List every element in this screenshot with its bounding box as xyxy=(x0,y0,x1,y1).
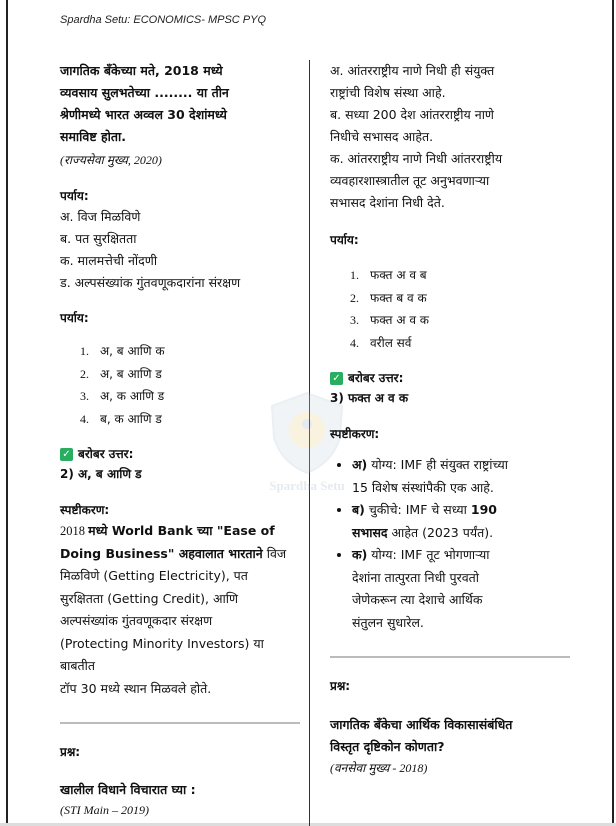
question-line: व्यवसाय सुलभतेच्या ........ या तीन xyxy=(60,85,229,100)
statements-heading: पर्याय: xyxy=(60,189,89,203)
statement-line: अ. आंतरराष्ट्रीय नाणे निधी ही संयुक्त xyxy=(330,63,495,78)
options-list xyxy=(330,264,570,354)
statement: ब. पत सुरक्षितता xyxy=(60,231,137,246)
option-item: 3. फक्त अ व क xyxy=(350,313,430,327)
explanation-item: • क) योग्य: IMF तूट भोगणाऱ्या देशांना तात्पुरता निधी पुरवतो जेणेकरून त्या देशाचे आर्थिक संतुलन सुधारेल. xyxy=(352,544,570,634)
option-item: 2. फक्त ब व क xyxy=(350,290,427,305)
statement: क. मालमत्तेची नोंदणी xyxy=(60,253,158,268)
question-line: जागतिक बँकेच्या मते, 2018 मध्ये xyxy=(60,63,223,78)
watermark-text: Spardha Setu xyxy=(269,478,345,493)
page-border-left xyxy=(6,0,8,826)
statement: ड. अल्पसंख्यांक गुंतवणूकदारांना संरक्षण xyxy=(60,275,241,290)
next-question-source: (वनसेवा मुख्य - 2018) xyxy=(330,761,428,775)
answer-value: 3) फक्त अ व क xyxy=(330,391,409,405)
question-source: (राज्यसेवा मुख्य, 2020) xyxy=(60,153,162,167)
statement: अ. विज मिळविणे xyxy=(60,209,141,224)
options-heading: पर्याय: xyxy=(330,233,359,247)
options-heading: पर्याय: xyxy=(60,311,89,325)
answer-value: 2) अ, ब आणि ड xyxy=(60,467,142,481)
page-header: Spardha Setu: ECONOMICS- MPSC PYQ xyxy=(60,14,267,26)
explanation-list xyxy=(330,454,570,634)
statement-line: क. आंतरराष्ट्रीय नाणे निधी आंतरराष्ट्रीय xyxy=(330,151,503,166)
option-item: 3. अ, क आणि ड xyxy=(80,389,165,403)
option-item: 1. अ, ब आणि क xyxy=(80,344,165,358)
option-item: 4. वरील सर्व xyxy=(350,335,412,350)
answer-heading: ✓ बरोबर उत्तर: xyxy=(60,444,300,464)
answer-heading: ✓ बरोबर उत्तर: xyxy=(330,368,570,388)
explanation-heading: स्पष्टीकरण: xyxy=(330,427,380,441)
next-question-heading: प्रश्न: xyxy=(330,679,351,693)
option-item: 4. ब, क आणि ड xyxy=(80,411,162,426)
statement-line: सभासद देशांना निधी देते. xyxy=(330,195,445,210)
statement-line: ब. सध्या 200 देश आंतरराष्ट्रीय नाणे xyxy=(330,107,494,122)
next-question-source: (STI Main – 2019) xyxy=(60,803,149,817)
next-question-line: जागतिक बँकेचा आर्थिक विकासासंबंधित xyxy=(330,717,513,732)
options-list xyxy=(60,340,300,430)
next-question-line: विस्तृत दृष्टिकोन कोणता? xyxy=(330,739,445,754)
next-question-heading: प्रश्न: xyxy=(60,745,81,759)
statement-line: राष्ट्रांची विशेष संस्था आहे. xyxy=(330,85,446,100)
option-item: 1. फक्त अ व ब xyxy=(350,268,427,282)
question-line: श्रेणीमध्ये भारत अव्वल 30 देशांमध्ये xyxy=(60,107,227,122)
question-line: समाविष्ट होता. xyxy=(60,129,126,144)
check-icon: ✓ xyxy=(330,372,343,385)
column-divider xyxy=(309,60,310,826)
statement-line: व्यवहारशास्त्रातील तूट अनुभवणाऱ्या xyxy=(330,173,490,188)
explanation-heading: स्पष्टीकरण: xyxy=(60,503,110,517)
explanation-item: • अ) योग्य: IMF ही संयुक्त राष्ट्रांच्या 15 विशेष संस्थांपैकी एक आहे. xyxy=(352,454,570,499)
page-border-right xyxy=(612,0,614,826)
statement-line: निधीचे सभासद आहेत. xyxy=(330,129,434,144)
explanation-text: 2018 मध्ये World Bank च्या "Ease of Doing Business" अहवालात भारताने विज मिळविणे (Getting Electricity), पत सुरक्षितता (Getting Credit), आणि अल्पसंख्यांक गुंतवणूकदार संरक्षण (Protecting Minority Investors) या बाबतीत टॉप 30 मध्ये स्थान मिळवले होते. xyxy=(60,523,287,696)
left-column xyxy=(60,60,300,820)
next-question: खालील विधाने विचारात घ्या : xyxy=(60,782,196,797)
explanation-item: • ब) चुकीचे: IMF चे सध्या 190 सभासद आहेत (2023 पर्यंत). xyxy=(352,499,570,544)
check-icon: ✓ xyxy=(60,448,73,461)
right-column xyxy=(330,60,570,778)
option-item: 2. अ, ब आणि ड xyxy=(80,366,162,381)
